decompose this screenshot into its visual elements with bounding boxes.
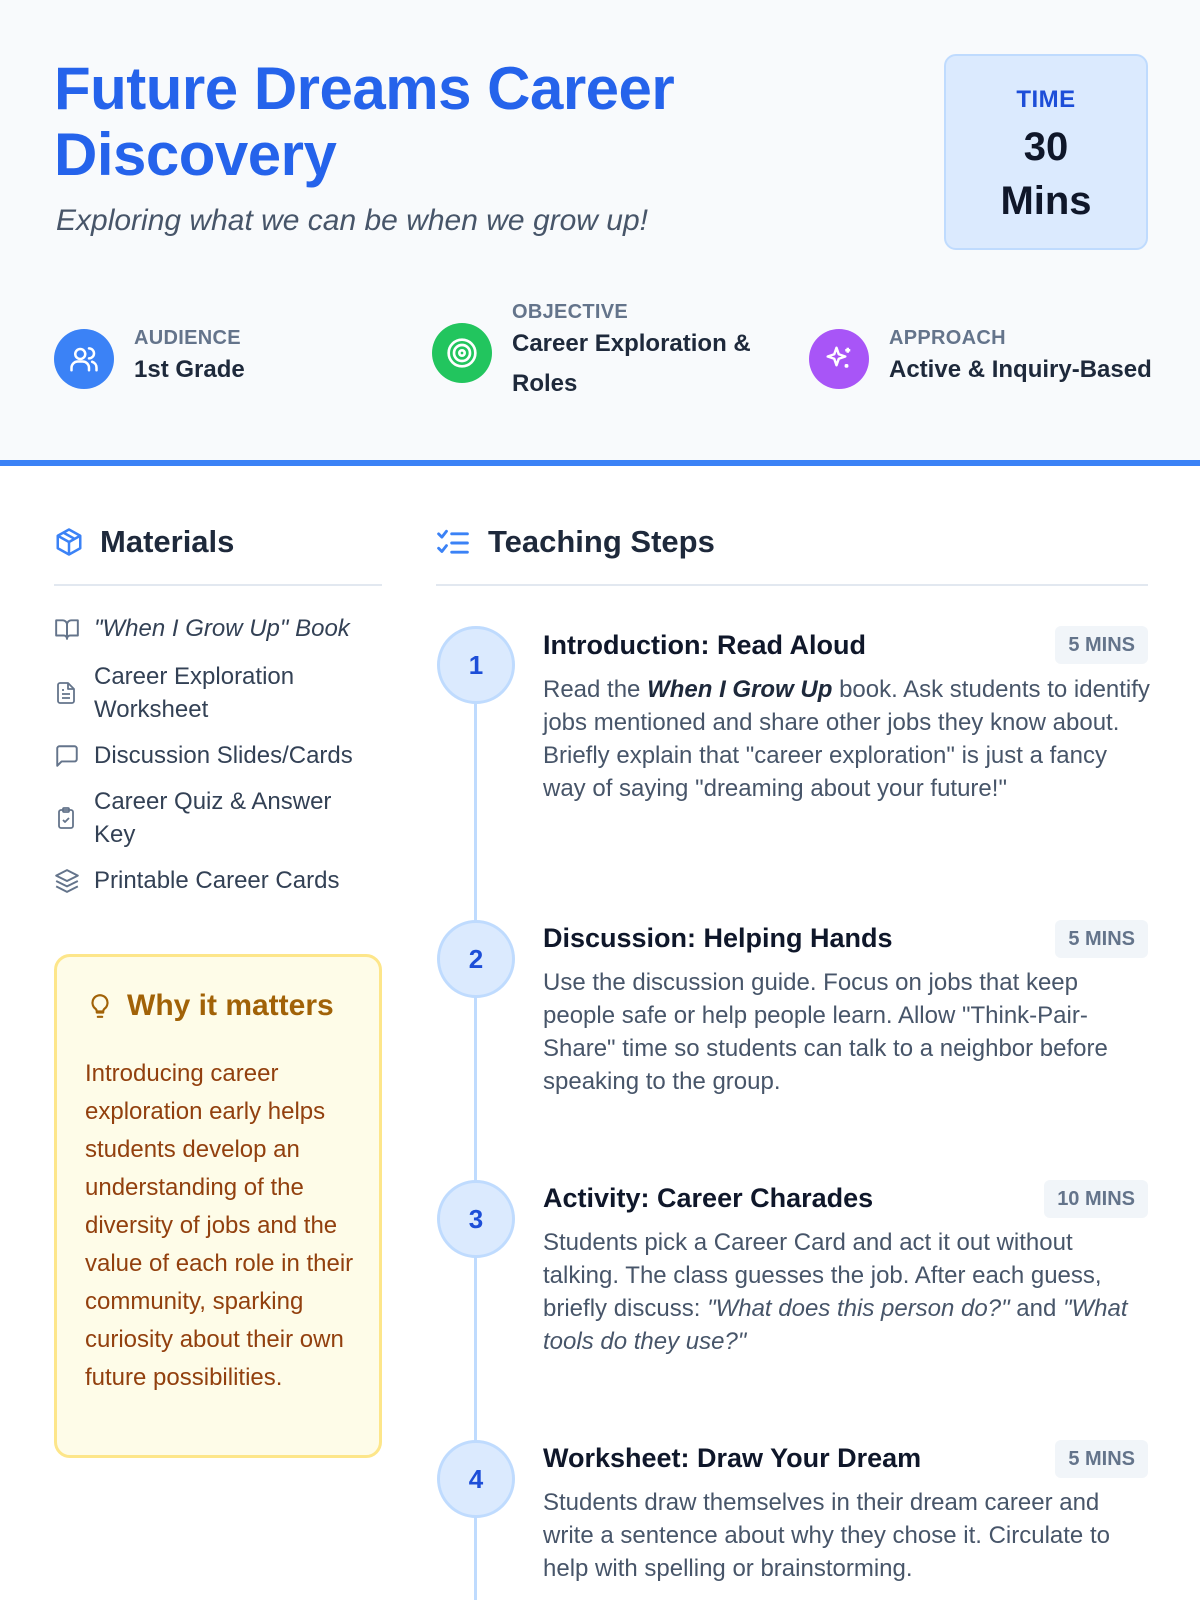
- step-number: 2: [437, 920, 515, 998]
- time-label: TIME: [1016, 86, 1076, 113]
- objective-label: OBJECTIVE: [512, 301, 629, 323]
- material-item: [54, 864, 384, 897]
- steps-title: Teaching Steps: [488, 524, 715, 559]
- material-item: [54, 612, 384, 645]
- material-label: Discussion Slides/Cards: [94, 742, 353, 769]
- material-item: [54, 785, 354, 851]
- header: [0, 0, 1200, 466]
- approach-label: APPROACH: [889, 327, 1006, 349]
- page-subtitle: Exploring what we can be when we grow up!: [56, 204, 649, 237]
- target-icon: [432, 323, 492, 383]
- step-title: Discussion: Helping Hands: [543, 923, 893, 953]
- duration-badge: 5 MINS: [1055, 920, 1148, 958]
- users-icon: [54, 329, 114, 389]
- meta-objective: [432, 301, 762, 404]
- step-number: 1: [437, 626, 515, 704]
- why-text: Introducing career exploration early helps students develop an understanding of the diversity of jobs and the value of each role in their community, sparking curiosity about their own future possibilities.: [85, 1060, 354, 1391]
- audience-value: 1st Grade: [134, 356, 245, 383]
- layers-icon: [54, 864, 82, 897]
- page-title: Future Dreams Career Discovery: [54, 55, 675, 188]
- list-checks-icon: [436, 524, 472, 562]
- why-header: [87, 989, 334, 1023]
- lightbulb-icon: [87, 990, 113, 1022]
- approach-value: Active & Inquiry-Based: [889, 356, 1152, 383]
- steps-heading: [436, 524, 1148, 586]
- objective-value: Career Exploration & Roles: [512, 330, 751, 397]
- why-it-matters-card: [54, 954, 382, 1458]
- audience-label: AUDIENCE: [134, 327, 241, 349]
- duration-badge: 5 MINS: [1055, 626, 1148, 664]
- meta-audience: [54, 327, 245, 390]
- step-title: Introduction: Read Aloud: [543, 630, 866, 660]
- step-number: 3: [437, 1180, 515, 1258]
- duration-badge: 10 MINS: [1044, 1180, 1148, 1218]
- file-icon: [54, 677, 82, 710]
- material-label: Career Exploration Worksheet: [94, 663, 295, 723]
- why-title: Why it matters: [127, 989, 334, 1022]
- materials-title: Materials: [100, 524, 235, 559]
- material-item: [54, 660, 354, 726]
- step-title: Activity: Career Charades: [543, 1183, 874, 1213]
- time-value: 30 Mins: [1000, 125, 1092, 223]
- step-number: 4: [437, 1440, 515, 1518]
- book-icon: [54, 612, 82, 645]
- box-icon: [54, 524, 86, 560]
- meta-approach: [809, 327, 1152, 390]
- step-title: Worksheet: Draw Your Dream: [543, 1443, 922, 1473]
- material-item: [54, 739, 384, 772]
- step-description: Read the When I Grow Up book. Ask students to identify jobs mentioned and share other jobs they know about. Briefly explain that "career exploration" is just a fancy way of saying "dreaming about your future!": [543, 676, 1150, 802]
- sparkles-icon: [809, 329, 869, 389]
- material-label: Printable Career Cards: [94, 867, 340, 894]
- step-description: Students pick a Career Card and act it out without talking. The class guesses the job. After each guess, briefly discuss: "What does this person do?" and "What tools do they use?": [543, 1229, 1128, 1355]
- duration-badge: 5 MINS: [1055, 1440, 1148, 1478]
- materials-heading: [54, 524, 382, 586]
- step-description: Use the discussion guide. Focus on jobs that keep people safe or help people learn. Allow "Think-Pair-Share" time so students can talk to a neighbor before speaking to the group.: [543, 969, 1108, 1095]
- material-label: Career Quiz & Answer Key: [94, 788, 332, 848]
- material-label: "When I Grow Up" Book: [94, 615, 350, 642]
- step-description: Students draw themselves in their dream career and write a sentence about why they chose it. Circulate to help with spelling or brainstorming.: [543, 1489, 1110, 1582]
- clipboard-check-icon: [54, 802, 82, 835]
- message-icon: [54, 739, 82, 772]
- time-box: [944, 54, 1148, 250]
